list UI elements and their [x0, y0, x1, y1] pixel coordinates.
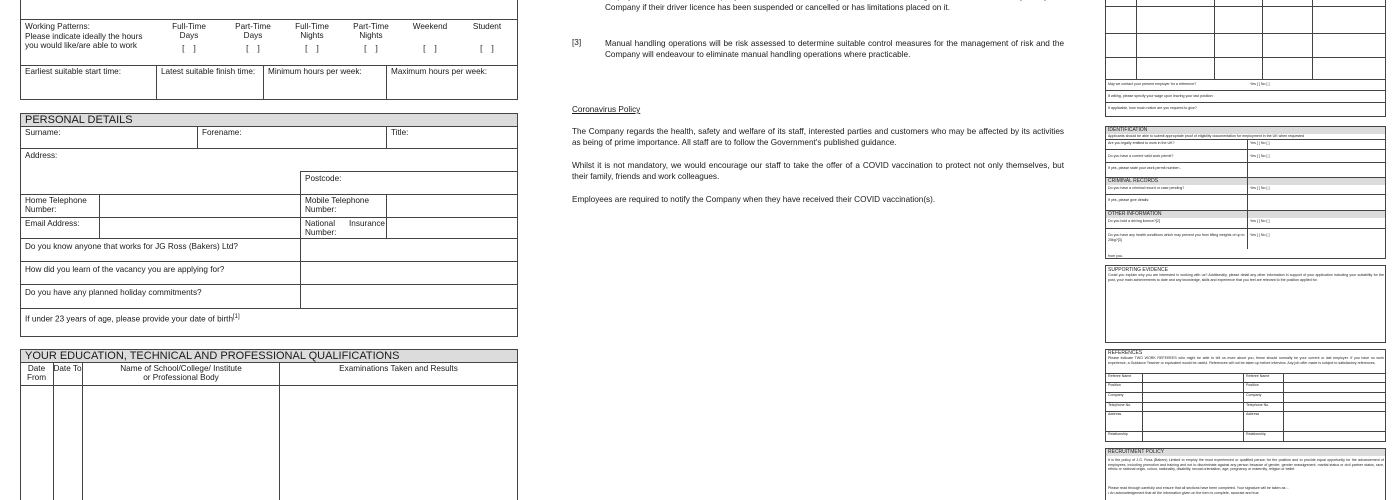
referee-1-field: Referee Name: [1108, 374, 1132, 378]
top-fragment-box: [20, 0, 518, 20]
working-pattern-label: Full-Time Days: [172, 22, 206, 41]
thumb-crim-q1-yesno: Yes [ ] No [ ]: [1250, 186, 1270, 190]
thumb-supporting-title: SUPPORTING EVIDENCE: [1108, 267, 1168, 273]
ni-label: National Insurance Number:: [305, 219, 385, 238]
referee-1-field: Relationship: [1108, 432, 1128, 436]
note-2-text: Company if their driver licence has been suspended or cancelled or has limitations placed on it.: [605, 3, 950, 13]
thumb-recruitment-text-2: Please read through carefully and ensure that all sections have been completed. Your signature will be taken as :-: [1108, 486, 1289, 490]
personal-details-header: PERSONAL DETAILS: [20, 113, 518, 127]
working-pattern-checkbox[interactable]: [ ]: [182, 44, 196, 53]
referee-2-field: Relationship: [1246, 432, 1266, 436]
working-patterns-title: Working Patterns:: [25, 22, 90, 31]
thumb-id-q1: Are you legally entitled to work in the UK?: [1108, 141, 1175, 145]
age-question: If under 23 years of age, please provide your date of birth[1]: [25, 314, 240, 324]
education-header: YOUR EDUCATION, TECHNICAL AND PROFESSIONAL QUALIFICATIONS: [20, 349, 518, 363]
working-pattern-checkbox[interactable]: [ ]: [480, 44, 494, 53]
thumb-other-q1-yesno: Yes [ ] No [ ]: [1250, 219, 1270, 223]
thumb-supporting-text: Could you explain why you are interested in working with us? Additionally, please detail any other information in support of your application including your suitability for the post, your main achievements to date and any knowledge, skills and experience that you feel are relevant to the position applied for.: [1108, 273, 1384, 282]
thumb-top-grid: [1105, 0, 1386, 80]
thumb-other-title: OTHER INFORMATION: [1108, 211, 1162, 217]
thumb-recruitment-text: It is the policy of J.G. Ross (Bakers) Limited to employ the most experienced or qualified person for the position and to provide equal opportunity for the advancement of employees, including promotion and training and not to discriminate against any person because of gender, gender reassignment, marital status or civil partner status, race, ethnic or national origin, colour, nationality, disability, sexual orientation, age, pregnancy or maternity, religion or belief.: [1108, 458, 1384, 472]
referee-1-field: Company: [1108, 393, 1124, 397]
thumb-crim-q2: If yes, please give details:: [1108, 198, 1150, 202]
working-patterns-instruction: Please indicate ideally the hours you would like/are able to work: [25, 32, 143, 51]
thumb-references-title: REFERENCES: [1108, 350, 1143, 356]
working-pattern-label: Part-Time Days: [235, 22, 271, 41]
thumb-recruitment-title: RECRUITMENT POLICY: [1108, 449, 1165, 455]
holiday-question: Do you have any planned holiday commitments?: [25, 288, 202, 297]
surname-label: Surname:: [25, 128, 61, 137]
note-3-text: Manual handling operations will be risk assessed to determine suitable control measures for the management of risk and the Company will endeavour to eliminate manual handling operations where practicable.: [605, 39, 1064, 60]
mobile-phone-label: Mobile Telephone Number:: [305, 196, 370, 215]
referee-1-field: Address: [1108, 412, 1122, 416]
thumb-id-q2-yesno: Yes [ ] No [ ]: [1250, 154, 1270, 158]
covid-paragraph-3: Employees are required to notify the Company when they have received their COVID vaccination(s).: [572, 195, 936, 204]
max-hours-label: Maximum hours per week:: [391, 67, 488, 76]
learn-vacancy-question: How did you learn of the vacancy you are applying for?: [25, 265, 225, 274]
home-phone-label: Home Telephone Number:: [25, 196, 87, 215]
referee-1-field: Position: [1108, 383, 1121, 387]
referee-2-field: Referee Name: [1246, 374, 1270, 378]
finish-time-label: Latest suitable finish time:: [161, 67, 256, 76]
covid-heading: Coronavirus Policy: [572, 105, 641, 114]
personal-details-box: [20, 126, 518, 337]
working-pattern-checkbox[interactable]: [ ]: [305, 44, 319, 53]
thumb-id-q3: If yes, please state your work permit number:-: [1108, 166, 1181, 170]
working-pattern-label: Part-Time Nights: [353, 22, 389, 41]
thumb-references-text: Please indicate TWO WORK REFEREES who might be able to tell us more about you, these should normally be your current or last employer. If you have no work experience, a Guidance Teacher or equivalent would be useful. References will not be taken up before interview. Any job offer made is subject to satisfactory references.: [1108, 356, 1384, 365]
forename-label: Forename:: [202, 128, 242, 137]
working-pattern-checkbox[interactable]: [ ]: [364, 44, 378, 53]
working-pattern-label: Weekend: [412, 22, 448, 31]
postcode-label: Postcode:: [305, 174, 342, 183]
min-hours-label: Minimum hours per week:: [268, 67, 362, 76]
covid-paragraph-1: The Company regards the health, safety and welfare of its staff, interested parties and customers who may be affected by its activities as being of prime importance. All staff are to follow the Government's published guidance.: [572, 127, 1064, 148]
start-time-label: Earliest suitable start time:: [25, 67, 122, 76]
thumb-id-q2: Do you have a current valid work permit?: [1108, 154, 1174, 158]
thumb-other-q1: Do you hold a driving licence?[2]: [1108, 219, 1160, 223]
working-pattern-label: Student: [472, 22, 502, 31]
col-school-name: Name of School/College/ Institute or Professional Body: [120, 364, 242, 383]
thumb-other-q2: Do you have any health conditions which may prevent you from lifting weights of up to 25kg?[3]: [1108, 233, 1245, 242]
col-date-to: Date To: [53, 364, 82, 373]
referee-2-field: Position: [1246, 383, 1259, 387]
working-pattern-checkbox[interactable]: [ ]: [423, 44, 437, 53]
thumb-recruitment-text-3: • An acknowledgement that all the information given on the form is complete, accurate and true.: [1108, 491, 1260, 495]
working-pattern-label: Full-Time Nights: [295, 22, 329, 41]
thumb-contact-yesno: Yes [ ] No [ ]: [1250, 82, 1270, 86]
note-3-number: [3]: [572, 38, 582, 47]
covid-paragraph-2: Whilst it is not mandatory, we would encourage our staff to take the offer of a COVID vaccination to protect not only themselves, but their family, friends and work colleagues.: [572, 161, 1064, 182]
education-box: [20, 362, 518, 500]
thumb-other-q2-yesno: Yes [ ] No [ ]: [1250, 233, 1270, 237]
thumb-id-q1-yesno: Yes [ ] No [ ]: [1250, 141, 1270, 145]
referee-2-field: Company: [1246, 393, 1262, 397]
thumb-other-q3: from you.: [1108, 254, 1123, 258]
thumb-contact-q2: If willing, please specify your wage upon leaving your last position:: [1108, 94, 1214, 98]
address-label: Address:: [25, 151, 58, 160]
referee-2-field: Telephone No.: [1246, 403, 1270, 407]
title-label: Title:: [391, 128, 409, 137]
thumb-contact-q3: If applicable, how much notice are you required to give?: [1108, 106, 1197, 110]
working-pattern-checkbox[interactable]: [ ]: [246, 44, 260, 53]
referee-1-field: Telephone No.: [1108, 403, 1132, 407]
thumb-identification-title: IDENTIFICATION: [1108, 127, 1148, 133]
col-exams: Examinations Taken and Results: [339, 364, 458, 373]
thumb-contact-q1: May we contact your present employer for a reference?: [1108, 82, 1197, 86]
col-date-from: Date From: [26, 364, 47, 383]
email-label: Email Address:: [25, 219, 80, 228]
thumb-crim-q1: Do you have a criminal record or case pending?: [1108, 186, 1185, 190]
thumb-identification-text: Applicants should be able to submit appropriate proof of eligibility documentation for employment in the UK when requested: [1108, 134, 1305, 138]
know-anyone-question: Do you know anyone that works for JG Ross (Bakers) Ltd?: [25, 242, 238, 251]
referee-2-field: Address: [1246, 412, 1260, 416]
thumb-criminal-title: CRIMINAL RECORDS: [1108, 178, 1159, 184]
